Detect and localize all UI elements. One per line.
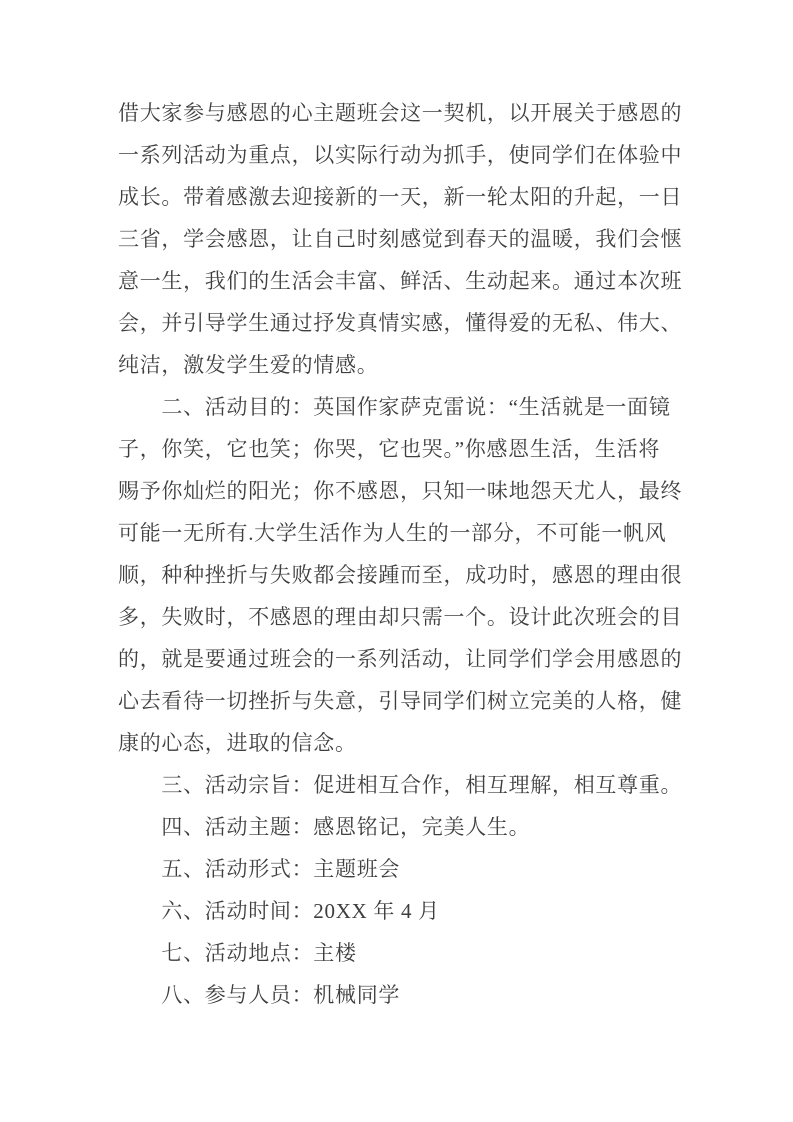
text-line: 顺，种种挫折与失败都会接踵而至，成功时，感恩的理由很	[118, 563, 683, 587]
paragraph-activity-theme	[118, 806, 690, 848]
document-text-block	[118, 92, 690, 1016]
text-line: 三省，学会感恩，让自己时刻感觉到春天的温暖，我们会惬	[118, 227, 683, 251]
text-line: 会，并引导学生通过抒发真情实感，懂得爱的无私、伟大、	[118, 311, 683, 335]
text-line: 二、活动目的：英国作家萨克雷说：“生活就是一面镜	[118, 395, 671, 419]
text-line: 四、活动主题：感恩铭记，完美人生。	[118, 815, 531, 839]
text-line: 可能一无所有.大学生活作为人生的一部分，不可能一帆风	[118, 521, 667, 545]
paragraph-activity-form	[118, 848, 690, 890]
paragraph-activity-place	[118, 932, 690, 974]
paragraph-intro-continuation	[118, 92, 690, 386]
text-line: 六、活动时间：20XX 年 4 月	[118, 899, 440, 923]
text-line: 五、活动形式：主题班会	[118, 857, 401, 881]
text-line: 八、参与人员：机械同学	[118, 983, 401, 1007]
paragraph-activity-principle	[118, 764, 690, 806]
text-line: 三、活动宗旨：促进相互合作，相互理解，相互尊重。	[118, 773, 683, 797]
text-line: 子，你笑，它也笑；你哭，它也哭。”你感恩生活，生活将	[118, 437, 661, 461]
text-line: 心去看待一切挫折与失意，引导同学们树立完美的人格，健	[118, 689, 683, 713]
paragraph-activity-purpose	[118, 386, 690, 764]
paragraph-activity-participants	[118, 974, 690, 1016]
text-line: 借大家参与感恩的心主题班会这一契机，以开展关于感恩的	[118, 101, 683, 125]
paragraph-activity-time	[118, 890, 690, 932]
text-line: 七、活动地点：主楼	[118, 941, 357, 965]
text-line: 成长。带着感激去迎接新的一天，新一轮太阳的升起，一日	[118, 185, 683, 209]
text-line: 纯洁，激发学生爱的情感。	[118, 353, 379, 377]
text-line: 赐予你灿烂的阳光；你不感恩，只知一味地怨天尤人，最终	[118, 479, 683, 503]
text-line: 一系列活动为重点，以实际行动为抓手，使同学们在体验中	[118, 143, 683, 167]
text-line: 多，失败时，不感恩的理由却只需一个。设计此次班会的目	[118, 605, 683, 629]
text-line: 康的心态，进取的信念。	[118, 731, 357, 755]
text-line: 意一生，我们的生活会丰富、鲜活、生动起来。通过本次班	[118, 269, 683, 293]
text-line: 的，就是要通过班会的一系列活动，让同学们学会用感恩的	[118, 647, 683, 671]
